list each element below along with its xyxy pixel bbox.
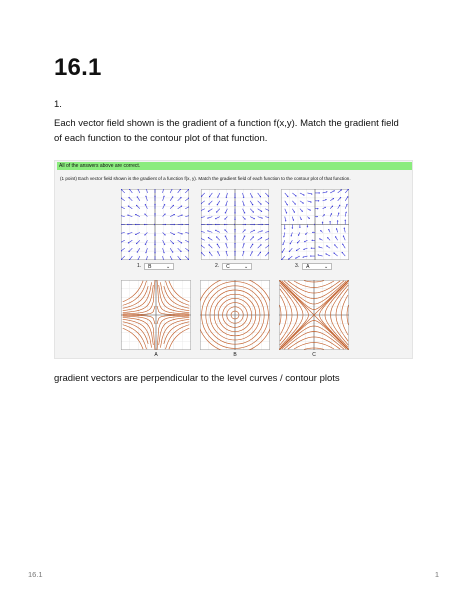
vector-arrow (250, 217, 255, 219)
vector-field-1 (121, 189, 189, 260)
vector-arrow (201, 201, 205, 204)
contour-plot-a (121, 280, 191, 350)
vector-arrow (326, 246, 330, 249)
answer-select-3-value: A (306, 263, 310, 270)
vector-arrow (145, 204, 147, 209)
vector-arrow (145, 232, 148, 235)
answer-number-2: 2. (215, 263, 220, 269)
contour-line (123, 325, 147, 349)
vector-arrow (265, 201, 269, 204)
contour-label-c: C (312, 352, 316, 358)
vector-arrow (285, 209, 287, 214)
contour-line (159, 317, 190, 345)
vector-arrow (217, 244, 220, 248)
page-title: 16.1 (54, 54, 102, 81)
vector-arrow (209, 201, 213, 205)
vector-arrow (225, 230, 228, 233)
contour-line (123, 286, 149, 308)
answer-row-1 (137, 262, 174, 270)
answer-row-2 (215, 262, 252, 270)
vector-arrow (170, 248, 173, 252)
vector-arrow (292, 201, 295, 205)
vector-arrow (243, 236, 245, 241)
vector-arrow (283, 240, 285, 245)
vector-arrow (185, 198, 189, 201)
answer-number-1: 1. (137, 263, 142, 269)
vector-arrow (163, 204, 165, 209)
contour-line (123, 285, 154, 313)
vector-arrow (225, 217, 228, 220)
vector-arrow (128, 240, 132, 243)
vector-arrow (258, 237, 262, 240)
vector-arrow (292, 209, 294, 213)
vector-arrow (145, 214, 148, 217)
answer-select-3[interactable] (302, 263, 332, 270)
vector-arrow (217, 201, 220, 205)
vector-arrow (265, 231, 269, 232)
vector-arrow (178, 206, 182, 209)
vector-arrow (163, 240, 165, 245)
vector-arrow (342, 252, 345, 256)
contour-line (123, 316, 155, 350)
vector-arrow (137, 248, 140, 252)
vector-arrow (163, 214, 166, 217)
vector-arrow (250, 201, 253, 205)
vector-arrow (243, 217, 246, 220)
vector-arrow (170, 197, 173, 201)
vector-arrow (243, 230, 246, 233)
vector-arrow (292, 193, 296, 196)
vector-arrow (330, 191, 335, 193)
contour-line (123, 280, 155, 314)
problem-prompt: (1 point) Each vector field shown is the gradient of a function f(x, y). Match the gradient field of each function to the contour plot of that function. (60, 176, 351, 181)
contour-label-a: A (154, 352, 158, 358)
vector-arrow (201, 252, 205, 256)
contour-plot-b (200, 280, 270, 350)
vector-arrow (215, 230, 220, 232)
vector-arrow (265, 252, 269, 256)
vector-arrow (345, 196, 348, 200)
vector-arrow (343, 236, 345, 241)
question-text: Each vector field shown is the gradient of a function f(x,y). Match the gradient field of each function to the contour plot of that function. (54, 118, 399, 144)
contour-line (159, 285, 190, 313)
vector-arrow (265, 238, 269, 240)
vector-arrow (285, 201, 288, 205)
vector-arrow (121, 198, 125, 201)
vector-arrow (201, 245, 205, 248)
vector-arrow (265, 245, 269, 248)
vector-arrow (225, 209, 227, 214)
vector-arrow (243, 209, 245, 214)
vector-arrow (178, 240, 182, 243)
vector-arrow (208, 209, 212, 212)
page-number: 1 (434, 570, 439, 579)
vector-arrow (330, 206, 333, 209)
vector-arrow (300, 193, 305, 195)
contour-label-b: B (233, 352, 237, 358)
chevron-down-icon: ⌄ (243, 263, 249, 270)
vector-arrow (185, 248, 189, 251)
contour-line (157, 280, 189, 314)
contour-line (123, 328, 143, 349)
question-number: 1. (54, 99, 62, 110)
answer-screenshot (54, 160, 413, 359)
vector-arrow (145, 240, 147, 245)
footer-title: 16.1 (28, 570, 43, 579)
contour-line (166, 325, 190, 349)
vector-arrow (201, 193, 205, 197)
vector-arrow (334, 253, 338, 256)
vector-arrow (163, 232, 166, 235)
chevron-down-icon: ⌄ (165, 263, 171, 270)
vector-arrow (250, 244, 253, 248)
contour-line (123, 317, 154, 345)
vector-arrow (201, 231, 205, 232)
vector-arrow (265, 209, 269, 211)
contour-line (164, 286, 190, 308)
contour-line (123, 322, 149, 344)
answer-number-3: 3. (295, 263, 300, 269)
vector-arrow (295, 256, 300, 258)
answer-select-2[interactable] (222, 263, 252, 270)
vector-arrow (338, 190, 342, 193)
vector-arrow (137, 197, 140, 201)
vector-arrow (185, 189, 189, 193)
vector-arrow (345, 189, 348, 193)
vector-arrow (258, 209, 262, 212)
vector-arrow (288, 256, 292, 259)
vector-arrow (258, 244, 262, 248)
vector-arrow (201, 217, 205, 218)
vector-arrow (208, 237, 212, 240)
vector-arrow (265, 217, 269, 218)
note-text: gradient vectors are perpendicular to the level curves / contour plots (54, 373, 340, 384)
answer-select-1-value: B (148, 263, 152, 270)
vector-arrow (285, 193, 288, 197)
vector-arrow (250, 230, 255, 232)
contour-line (123, 281, 147, 305)
chevron-down-icon: ⌄ (323, 263, 329, 270)
vector-arrow (121, 248, 125, 251)
vector-arrow (300, 209, 303, 212)
vector-arrow (201, 209, 205, 211)
answer-select-2-value: C (226, 263, 230, 270)
correct-banner: All of the answers above are correct. (57, 162, 412, 170)
vector-arrow (335, 236, 337, 240)
vector-arrow (128, 206, 132, 209)
vector-arrow (282, 248, 285, 252)
vector-arrow (121, 256, 125, 260)
contour-plot-c (279, 280, 349, 350)
vector-arrow (345, 204, 347, 209)
vector-arrow (201, 238, 205, 240)
contour-line (157, 316, 189, 350)
contour-line (169, 328, 189, 349)
vector-arrow (326, 254, 331, 256)
vector-field-3 (281, 189, 349, 260)
vector-arrow (209, 244, 213, 248)
contour-line (166, 281, 190, 305)
vector-arrow (300, 201, 304, 204)
vector-arrow (258, 201, 262, 205)
vector-arrow (297, 240, 300, 243)
contour-line (169, 281, 189, 302)
vector-arrow (334, 245, 337, 249)
vector-arrow (342, 244, 345, 248)
contour-line (123, 281, 143, 302)
answer-row-3 (295, 262, 332, 270)
vector-arrow (265, 193, 269, 197)
answer-select-1[interactable] (144, 263, 174, 270)
vector-arrow (121, 189, 125, 193)
vector-arrow (281, 256, 284, 260)
vector-field-2 (201, 189, 269, 260)
vector-arrow (215, 217, 220, 219)
vector-arrow (327, 237, 330, 240)
contour-line (164, 322, 190, 344)
vector-arrow (185, 256, 189, 260)
vector-arrow (225, 236, 227, 241)
